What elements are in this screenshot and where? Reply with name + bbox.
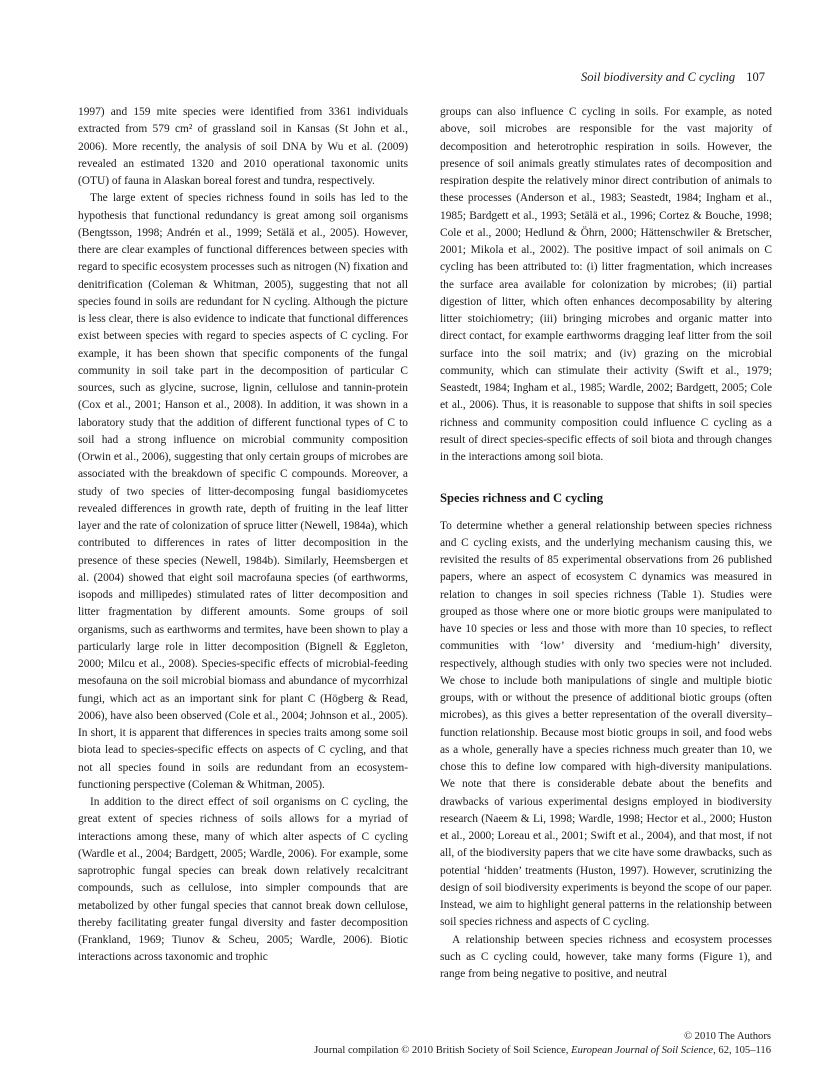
running-title: Soil biodiversity and C cycling: [580, 70, 736, 84]
footer-compilation: Journal compilation © 2010 British Society of Soil Science,: [314, 1045, 572, 1056]
footer-copyright: © 2010 The Authors: [683, 1031, 771, 1042]
body-paragraph: In addition to the direct effect of soil organisms on C cycling, the great extent of species richness of soils allows for a myriad of interactions among these, many of which alter aspects of C cycling (Wardle et al., 2004; Bardgett, 2005; Wardle, 2006). For example, some saprotrophic fungal species can break down relatively recalcitrant compounds, such as cellulose, into simpler compounds that are metabolized by other fungal species that cannot break down cellulose, thereby facilitating greater fungal diversity and faster decomposition (Frankland, 1969; Tiunov & Scheu, 2005; Wardle, 2006). Biotic interactions across taxonomic and trophic: [78, 796, 408, 964]
body-paragraph: groups can also influence C cycling in soils. For example, as noted above, soil microbes are responsible for the vast majority of decomposition and heterotrophic respiration in soils. However, the presence of soil animals greatly stimulates rates of decomposition and respiration despite the relatively minor direct contribution of animals to these processes (Anderson et al., 1983; Seastedt, 1984; Ingham et al., 1985; Bardgett et al., 1993; Setälä et al., 1996; Cortez & Bouche, 1998; Cole et al., 2000; Hedlund & Öhrn, 2000; Hättenschwiler & Bretscher, 2001; Mikola et al., 2002). The positive impact of soil animals on C cycling has been attributed to: (i) litter fragmentation, which increases the surface area available for colonization by microbes; (ii) partial digestion of litter, which often enhances decomposability by altering litter stoichiometry; (iii) bringing microbes and organic matter into direct contact, for example earthworms dragging leaf litter from the soil surface into the soil matrix; and (iv) grazing on the microbial community, which can stimulate their activity (Swift et al., 1979; Seastedt, 1984; Ingham et al., 1985; Wardle, 2002; Bardgett, 2005; Cole et al., 2006). Thus, it is reasonable to suppose that shifts in soil species richness and community composition could influence C cycling as a result of direct species-specific effects of soil biota and through changes in the interactions among soil biota.: [440, 106, 772, 463]
section-heading: Species richness and C cycling: [440, 491, 604, 506]
footer-journal-name: European Journal of Soil Science: [571, 1045, 714, 1056]
body-paragraph: The large extent of species richness found in soils has led to the hypothesis that functional redundancy is great among soil organisms (Bengtsson, 1998; Andrén et al., 1999; Setälä et al., 2005). However, there are clear examples of functional differences between species with regard to specific ecosystem processes such as nitrogen (N) fixation and denitrification (Coleman & Whitman, 2005), suggesting that not all species found in soils are redundant for N cycling. Although the picture is less clear, there is also evidence to indicate that functional differences exist between species with regard to species aspects of C cycling. For example, it has been shown that specific components of the fungal community in soil take part in the decomposition of particular C sources, such as glycine, sucrose, lignin, cellulose and tannin-protein (Cox et al., 2001; Hanson et al., 2008). In addition, it was shown in a laboratory study that the addition of different functional types of C to soil had a strong influence on microbial community composition (Orwin et al., 2006), suggesting that only certain groups of microbes are associated with the breakdown of specific C compounds. Moreover, a study of two species of litter-decomposing fungal basidiomycetes revealed differences in growth rate, depth of fruiting in the leaf litter layer and the rate of colonization of spruce litter (Newell, 1984a), which contributed to differences in rates of litter decomposition in the presence of these species (Newell, 1984b). Similarly, Heemsbergen et al. (2004) showed that eight soil macrofauna species (of earthworms, isopods and millipedes) stimulated rates of litter decomposition and litter fragmentation by different amounts. Some groups of soil organisms, such as earthworms and termites, have been shown to play a particularly large role in litter decomposition (Bignell & Eggleton, 2000; Milcu et al., 2008). Species-specific effects of microbial-feeding mesofauna on the soil microbial biomass and abundance of mycorrhizal fungi, which act as an important sink for plant C (Högberg & Read, 2006), have also been observed (Cole et al., 2004; Johnson et al., 2005). In short, it is apparent that differences in species traits among some soil biota lead to species-specific effects on aspects of C cycling, and that not all species found in soils are redundant from an ecosystem-functioning perspective (Coleman & Whitman, 2005).: [78, 192, 408, 791]
body-paragraph: 1997) and 159 mite species were identified from 3361 individuals extracted from 579 cm² of grassland soil in Kansas (St John et al., 2006). More recently, the analysis of soil DNA by Wu et al. (2009) revealed an estimated 1320 and 2010 operational taxonomic units (OTU) of fauna in Alaskan boreal forest and tundra, respectively.: [78, 106, 408, 187]
footer-volume: , 62, 105–116: [713, 1045, 771, 1056]
left-column: [78, 104, 408, 967]
running-header: [581, 70, 765, 85]
body-paragraph: To determine whether a general relationship between species richness and C cycling exists, and the underlying mechanism causing this, we revisited the results of 85 experimental observations from 26 published papers, where an aspect of ecosystem C dynamics was measured in relation to changes in soil species richness (Table 1). Studies were grouped as those where one or more biotic groups were manipulated to have 10 species or less and those with more than 10 species, to reflect communities with ‘low’ diversity and ‘medium-high’ diversity, respectively, although studies with only two species were not included. We chose to include both manipulations of single and multiple biotic groups, with or without the presence of additional biotic groups (often microbes), as this gives a better representation of the overall diversity–function relationship. Because most biotic groups in soil, and food webs as a whole, generally have a species richness much greater than 10, we chose this to define low compared with high-diversity manipulations. We note that there is considerable debate about the benefits and drawbacks of various experimental designs employed in biodiversity research (Naeem & Li, 1998; Wardle, 1998; Hector et al., 2000; Huston et al., 2000; Loreau et al., 2001; Swift et al., 2004), and that most, if not all, of the biodiversity papers that we cite have some drawbacks, such as potential ‘hidden’ treatments (Huston, 1997). However, scrutinizing the design of soil biodiversity experiments is beyond the scope of our paper. Instead, we aim to highlight general patterns in the relationship between soil species richness and aspects of C cycling.: [440, 519, 772, 929]
right-column: [440, 104, 772, 983]
page-number: 107: [746, 70, 765, 84]
footer-journal: [314, 1045, 771, 1056]
body-paragraph: A relationship between species richness and ecosystem processes such as C cycling could, however, take many forms (Figure 1), and range from being negative to positive, and neutral: [440, 933, 772, 980]
